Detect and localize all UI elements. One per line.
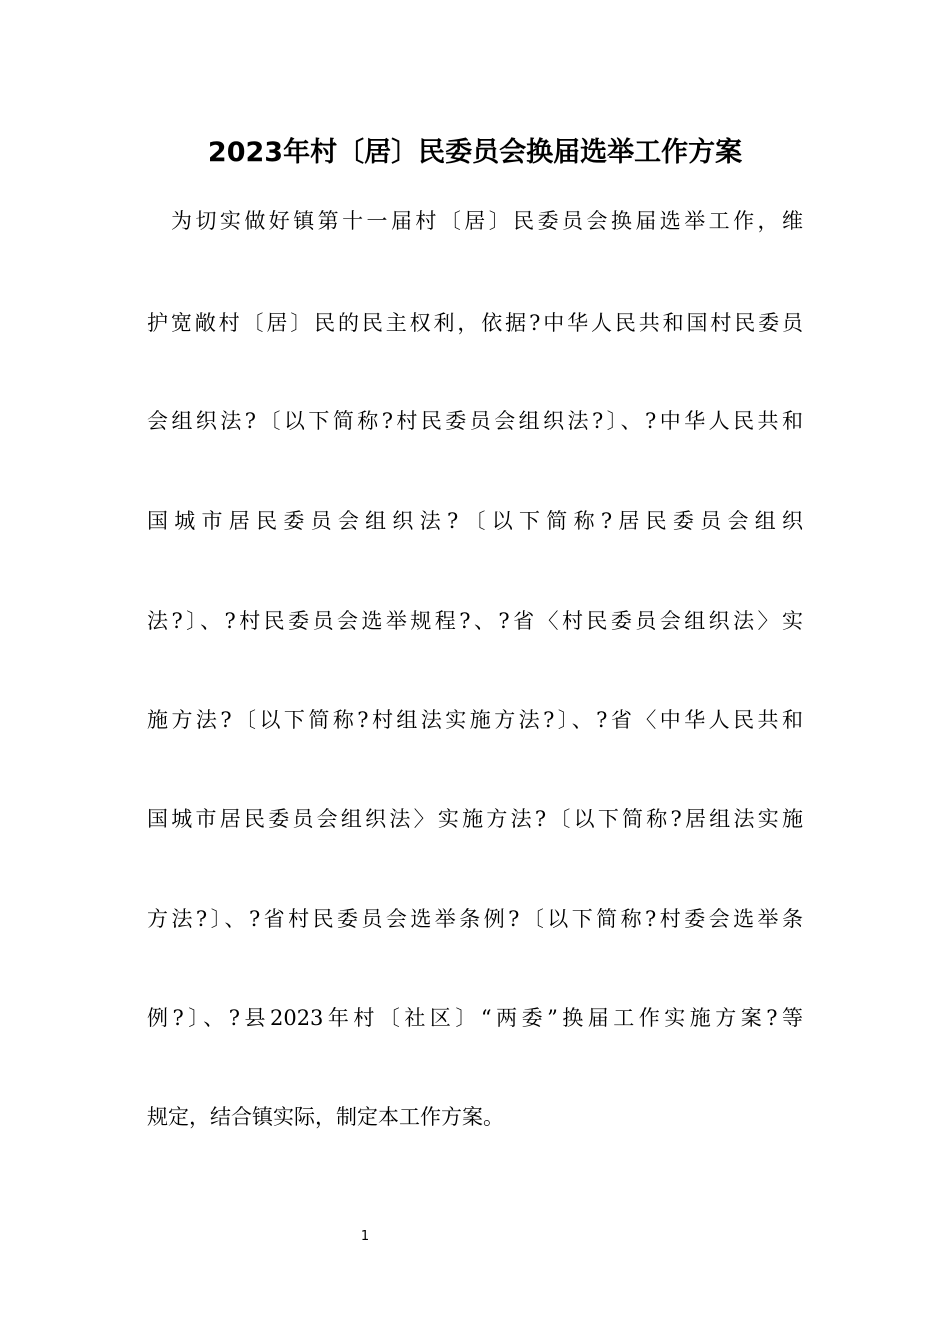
paragraph-line-2: 护宽敞村〔居〕民的民主权利，依据?中华人民共和国村民委员 bbox=[147, 311, 803, 335]
document-title: 2023年村〔居〕民委员会换届选举工作方案 bbox=[207, 137, 743, 168]
paragraph-line-4: 国城市居民委员会组织法?〔以下简称?居民委员会组织 bbox=[147, 509, 803, 533]
page-number: 1 bbox=[360, 1229, 370, 1244]
paragraph-line-1: 为切实做好镇第十一届村〔居〕民委员会换届选举工作，维 bbox=[171, 209, 803, 233]
paragraph-line-7: 国城市居民委员会组织法〉实施方法?〔以下简称?居组法实施 bbox=[147, 807, 803, 831]
paragraph-line-6: 施方法?〔以下简称?村组法实施方法?〕、?省〈中华人民共和 bbox=[147, 708, 803, 732]
paragraph-line-8: 方法?〕、?省村民委员会选举条例?〔以下简称?村委会选举条 bbox=[147, 907, 803, 931]
paragraph-line-10: 规定，结合镇实际，制定本工作方案。 bbox=[147, 1105, 504, 1129]
paragraph-line-5: 法?〕、?村民委员会选举规程?、?省〈村民委员会组织法〉实 bbox=[147, 609, 803, 633]
paragraph-line-9: 例?〕、?县2023年村〔社区〕“两委”换届工作实施方案?等 bbox=[147, 1006, 803, 1030]
paragraph-line-3: 会组织法?〔以下简称?村民委员会组织法?〕、?中华人民共和 bbox=[147, 409, 803, 433]
